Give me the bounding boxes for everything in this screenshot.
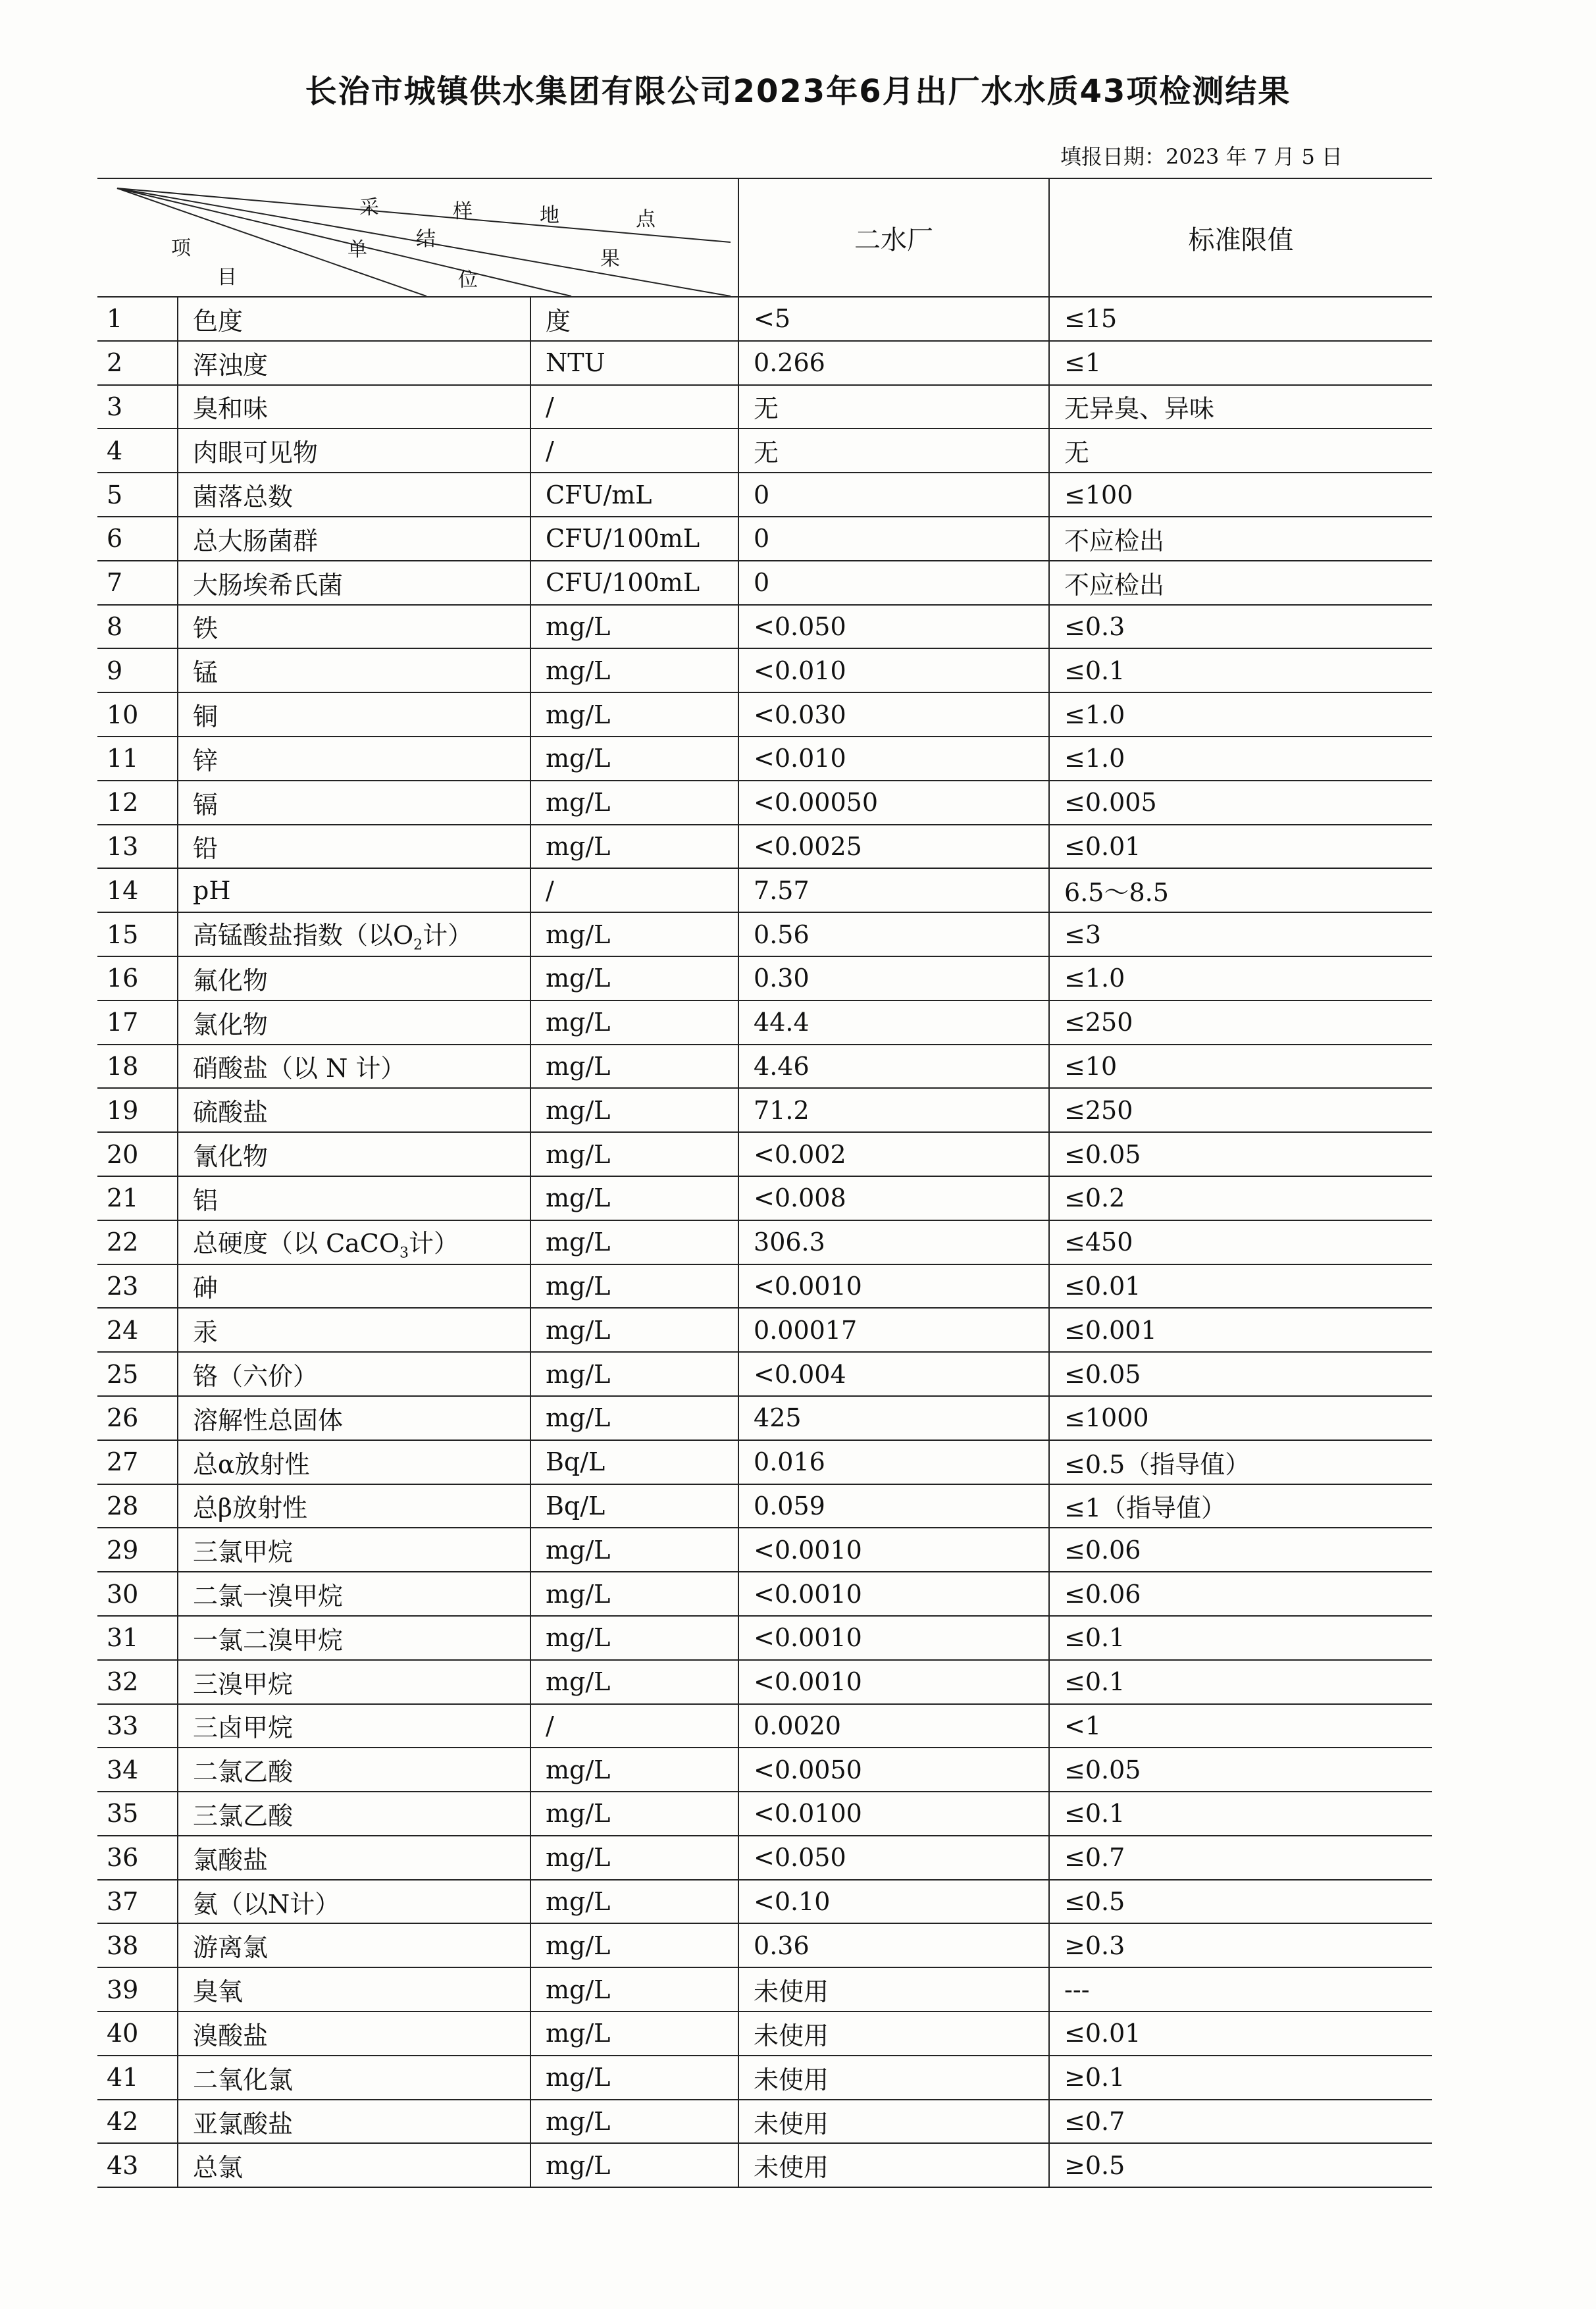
unit-cell: mg/L [530, 1748, 738, 1792]
item-name: 大肠埃希氏菌 [178, 561, 530, 605]
unit-cell: NTU [530, 341, 738, 385]
item-name: 氯化物 [178, 1000, 530, 1045]
standard-limit: ≥0.1 [1049, 2056, 1432, 2100]
item-name-text: 总硬度（以 CaCO [193, 1228, 400, 1258]
item-name: 铝 [178, 1176, 530, 1220]
standard-limit: ≤10 [1049, 1045, 1432, 1089]
result-value: 4.46 [738, 1045, 1049, 1089]
result-value: 44.4 [738, 1000, 1049, 1045]
result-value: 0.00017 [738, 1308, 1049, 1352]
unit-cell: mg/L [530, 737, 738, 781]
table-row [97, 737, 1432, 781]
result-value: <0.050 [738, 1836, 1049, 1880]
standard-limit: ≤1（指导值） [1049, 1484, 1432, 1528]
result-value: <5 [738, 297, 1049, 341]
unit-cell: mg/L [530, 2143, 738, 2187]
item-name: 三氯甲烷 [178, 1528, 530, 1572]
unit-cell: 度 [530, 297, 738, 341]
report-date: 填报日期：2023 年 7 月 5 日 [1060, 144, 1343, 169]
table-row [97, 341, 1432, 385]
standard-limit: ≤0.1 [1049, 1792, 1432, 1836]
label-dan: 单 [348, 238, 367, 261]
row-number: 10 [97, 692, 178, 737]
unit-cell: mg/L [530, 1836, 738, 1880]
row-number: 4 [97, 428, 178, 473]
label-guo: 果 [600, 247, 620, 271]
label-xiang: 项 [171, 237, 191, 260]
standard-limit: ≤0.06 [1049, 1572, 1432, 1616]
standard-limit: ≤0.01 [1049, 2011, 1432, 2056]
row-number: 8 [97, 605, 178, 649]
table-row [97, 692, 1432, 737]
table-row [97, 605, 1432, 649]
standard-limit: 不应检出 [1049, 561, 1432, 605]
result-value: 未使用 [738, 2056, 1049, 2100]
row-number: 37 [97, 1880, 178, 1924]
unit-cell: Bq/L [530, 1484, 738, 1528]
table-row [97, 1264, 1432, 1309]
item-name: 一氯二溴甲烷 [178, 1616, 530, 1660]
standard-limit: ≤0.7 [1049, 1836, 1432, 1880]
item-name: 汞 [178, 1308, 530, 1352]
unit-cell: / [530, 385, 738, 429]
standard-limit: ≤450 [1049, 1220, 1432, 1264]
table-row [97, 781, 1432, 825]
unit-cell: mg/L [530, 1264, 738, 1309]
row-number: 30 [97, 1572, 178, 1616]
standard-limit: ≤1.0 [1049, 692, 1432, 737]
table-row [97, 956, 1432, 1000]
result-value: 0.30 [738, 956, 1049, 1000]
row-number: 32 [97, 1660, 178, 1704]
row-number: 9 [97, 648, 178, 692]
table-row [97, 1484, 1432, 1528]
row-number: 28 [97, 1484, 178, 1528]
unit-cell: CFU/100mL [530, 561, 738, 605]
row-number: 43 [97, 2143, 178, 2187]
page-title: 长治市城镇供水集团有限公司2023年6月出厂水水质43项检测结果 [305, 73, 1291, 110]
item-name: 浑浊度 [178, 341, 530, 385]
item-name: 锌 [178, 737, 530, 781]
standard-limit: ≤0.1 [1049, 1616, 1432, 1660]
item-name: 总β放射性 [178, 1484, 530, 1528]
item-subscript: 3 [399, 1245, 409, 1262]
standard-limit: ≤100 [1049, 473, 1432, 517]
standard-limit: ≤1.0 [1049, 737, 1432, 781]
item-name: 游离氯 [178, 1923, 530, 1967]
item-name: 臭氧 [178, 1967, 530, 2011]
item-name-suffix: 计） [423, 921, 473, 950]
table-row [97, 1923, 1432, 1967]
result-value: <0.0010 [738, 1264, 1049, 1309]
unit-cell: mg/L [530, 1088, 738, 1132]
table-row [97, 912, 1432, 956]
table-row [97, 1045, 1432, 1089]
result-value: <0.004 [738, 1352, 1049, 1396]
table-row [97, 868, 1432, 912]
unit-cell: / [530, 868, 738, 912]
item-name [178, 912, 530, 956]
result-value: 0.0020 [738, 1704, 1049, 1748]
row-number: 2 [97, 341, 178, 385]
result-value: <0.0025 [738, 825, 1049, 869]
table-row [97, 1660, 1432, 1704]
standard-limit: ≤0.005 [1049, 781, 1432, 825]
item-name: 溶解性总固体 [178, 1396, 530, 1440]
diagonal-header-cell [97, 178, 738, 297]
row-number: 29 [97, 1528, 178, 1572]
standard-limit: 无异臭、异味 [1049, 385, 1432, 429]
item-name: 三卤甲烷 [178, 1704, 530, 1748]
result-value: 306.3 [738, 1220, 1049, 1264]
unit-cell: / [530, 428, 738, 473]
item-name: 二氧化氯 [178, 2056, 530, 2100]
result-value: <0.050 [738, 605, 1049, 649]
result-value: <0.010 [738, 737, 1049, 781]
item-name: 氯酸盐 [178, 1836, 530, 1880]
item-name: 色度 [178, 297, 530, 341]
row-number: 12 [97, 781, 178, 825]
result-value: 无 [738, 428, 1049, 473]
label-yang: 样 [453, 200, 473, 223]
table-row [97, 2056, 1432, 2100]
results-table [97, 178, 1432, 2188]
table-row [97, 648, 1432, 692]
standard-limit: ≤0.5（指导值） [1049, 1440, 1432, 1484]
result-value: <0.0010 [738, 1572, 1049, 1616]
unit-cell: mg/L [530, 1352, 738, 1396]
unit-cell: mg/L [530, 2011, 738, 2056]
standard-limit: ≤1.0 [1049, 956, 1432, 1000]
row-number: 34 [97, 1748, 178, 1792]
limit-column-header: 标准限值 [1049, 178, 1432, 297]
row-number: 25 [97, 1352, 178, 1396]
item-name: 溴酸盐 [178, 2011, 530, 2056]
item-name: 氰化物 [178, 1132, 530, 1176]
result-value: 未使用 [738, 1967, 1049, 2011]
table-row [97, 1572, 1432, 1616]
unit-cell: mg/L [530, 1660, 738, 1704]
result-value: <0.0010 [738, 1660, 1049, 1704]
standard-limit: ≤0.1 [1049, 1660, 1432, 1704]
unit-cell: mg/L [530, 825, 738, 869]
unit-cell: mg/L [530, 1572, 738, 1616]
table-row [97, 297, 1432, 341]
result-value: 0.266 [738, 341, 1049, 385]
item-name: 铬（六价） [178, 1352, 530, 1396]
standard-limit: 无 [1049, 428, 1432, 473]
table-row [97, 1967, 1432, 2011]
unit-cell: mg/L [530, 1880, 738, 1924]
item-name: 亚氯酸盐 [178, 2100, 530, 2144]
unit-cell: mg/L [530, 1176, 738, 1220]
unit-cell: mg/L [530, 956, 738, 1000]
item-name: 菌落总数 [178, 473, 530, 517]
item-name: 二氯一溴甲烷 [178, 1572, 530, 1616]
table-row [97, 1836, 1432, 1880]
standard-limit: ≤0.2 [1049, 1176, 1432, 1220]
result-value: 0.56 [738, 912, 1049, 956]
unit-cell: mg/L [530, 1792, 738, 1836]
item-name: 锰 [178, 648, 530, 692]
table-row [97, 2100, 1432, 2144]
row-number: 5 [97, 473, 178, 517]
unit-cell: mg/L [530, 781, 738, 825]
result-value: 425 [738, 1396, 1049, 1440]
standard-limit: ≥0.5 [1049, 2143, 1432, 2187]
result-value: 未使用 [738, 2143, 1049, 2187]
standard-limit: ≤3 [1049, 912, 1432, 956]
result-value: 0.059 [738, 1484, 1049, 1528]
table-row [97, 1528, 1432, 1572]
item-name: 二氯乙酸 [178, 1748, 530, 1792]
standard-limit: ≤0.05 [1049, 1748, 1432, 1792]
table-row [97, 561, 1432, 605]
table-header [97, 178, 1432, 297]
label-jie: 结 [416, 228, 436, 251]
result-value: 0 [738, 561, 1049, 605]
item-name-text: 高锰酸盐指数（以O [193, 921, 414, 950]
item-name: 砷 [178, 1264, 530, 1309]
unit-cell: mg/L [530, 1967, 738, 2011]
item-name-suffix: 计） [409, 1228, 459, 1258]
item-name: 铜 [178, 692, 530, 737]
result-value: 0 [738, 517, 1049, 561]
result-value: <0.030 [738, 692, 1049, 737]
unit-cell: mg/L [530, 1308, 738, 1352]
standard-limit: ≤0.01 [1049, 825, 1432, 869]
row-number: 6 [97, 517, 178, 561]
plant-column-header: 二水厂 [738, 178, 1049, 297]
row-number: 7 [97, 561, 178, 605]
table-row [97, 1704, 1432, 1748]
table-row [97, 1132, 1432, 1176]
result-value: <0.10 [738, 1880, 1049, 1924]
result-value: <0.0100 [738, 1792, 1049, 1836]
table-row [97, 2143, 1432, 2187]
result-value: <0.0010 [738, 1616, 1049, 1660]
row-number: 33 [97, 1704, 178, 1748]
table-row [97, 473, 1432, 517]
result-value: 0.36 [738, 1923, 1049, 1967]
row-number: 36 [97, 1836, 178, 1880]
label-di: 地 [540, 204, 559, 227]
standard-limit: ≤1000 [1049, 1396, 1432, 1440]
result-value: <0.002 [738, 1132, 1049, 1176]
item-name: 臭和味 [178, 385, 530, 429]
standard-limit: 6.5～8.5 [1049, 868, 1432, 912]
standard-limit: ≤0.1 [1049, 648, 1432, 692]
table-row [97, 2011, 1432, 2056]
unit-cell: / [530, 1704, 738, 1748]
result-value: 0 [738, 473, 1049, 517]
unit-cell: mg/L [530, 692, 738, 737]
item-name: 硫酸盐 [178, 1088, 530, 1132]
label-wei: 位 [458, 269, 478, 292]
standard-limit: ≤1 [1049, 341, 1432, 385]
item-name [178, 1220, 530, 1264]
table-row [97, 1616, 1432, 1660]
label-cai: 采 [359, 196, 379, 219]
table-row [97, 1176, 1432, 1220]
standard-limit: ≤0.05 [1049, 1352, 1432, 1396]
row-number: 18 [97, 1045, 178, 1089]
standard-limit: ≤0.06 [1049, 1528, 1432, 1572]
result-value: <0.00050 [738, 781, 1049, 825]
item-subscript: 2 [413, 937, 423, 954]
result-value: 7.57 [738, 868, 1049, 912]
result-value: 无 [738, 385, 1049, 429]
unit-cell: mg/L [530, 1923, 738, 1967]
item-name: 铁 [178, 605, 530, 649]
row-number: 3 [97, 385, 178, 429]
table-row [97, 385, 1432, 429]
item-name: 铅 [178, 825, 530, 869]
item-name: 三氯乙酸 [178, 1792, 530, 1836]
unit-cell: mg/L [530, 1220, 738, 1264]
result-value: <0.008 [738, 1176, 1049, 1220]
table-row [97, 517, 1432, 561]
row-number: 22 [97, 1220, 178, 1264]
table-row [97, 825, 1432, 869]
row-number: 20 [97, 1132, 178, 1176]
row-number: 23 [97, 1264, 178, 1309]
table-row [97, 1352, 1432, 1396]
row-number: 26 [97, 1396, 178, 1440]
table-row [97, 1880, 1432, 1924]
item-name: 氟化物 [178, 956, 530, 1000]
item-name: 总氯 [178, 2143, 530, 2187]
row-number: 15 [97, 912, 178, 956]
row-number: 13 [97, 825, 178, 869]
unit-cell: mg/L [530, 1000, 738, 1045]
row-number: 19 [97, 1088, 178, 1132]
row-number: 27 [97, 1440, 178, 1484]
standard-limit: ≤0.05 [1049, 1132, 1432, 1176]
unit-cell: mg/L [530, 912, 738, 956]
standard-limit: ≤250 [1049, 1000, 1432, 1045]
row-number: 38 [97, 1923, 178, 1967]
unit-cell: mg/L [530, 1132, 738, 1176]
standard-limit: 不应检出 [1049, 517, 1432, 561]
result-value: <0.0050 [738, 1748, 1049, 1792]
table-row [97, 1000, 1432, 1045]
table-row [97, 1220, 1432, 1264]
row-number: 35 [97, 1792, 178, 1836]
unit-cell: mg/L [530, 605, 738, 649]
unit-cell: mg/L [530, 2056, 738, 2100]
standard-limit: ≤0.5 [1049, 1880, 1432, 1924]
unit-cell: mg/L [530, 648, 738, 692]
row-number: 39 [97, 1967, 178, 2011]
result-value: <0.010 [738, 648, 1049, 692]
table-row [97, 1088, 1432, 1132]
standard-limit: ≤0.7 [1049, 2100, 1432, 2144]
row-number: 17 [97, 1000, 178, 1045]
result-value: 0.016 [738, 1440, 1049, 1484]
result-value: 未使用 [738, 2011, 1049, 2056]
item-name: pH [178, 868, 530, 912]
unit-cell: mg/L [530, 1045, 738, 1089]
result-value: 未使用 [738, 2100, 1049, 2144]
standard-limit: --- [1049, 1967, 1432, 2011]
item-name: 总大肠菌群 [178, 517, 530, 561]
table-row [97, 1440, 1432, 1484]
table-row [97, 428, 1432, 473]
row-number: 16 [97, 956, 178, 1000]
row-number: 24 [97, 1308, 178, 1352]
row-number: 42 [97, 2100, 178, 2144]
row-number: 21 [97, 1176, 178, 1220]
standard-limit: <1 [1049, 1704, 1432, 1748]
row-number: 11 [97, 737, 178, 781]
item-name: 氨（以N计） [178, 1880, 530, 1924]
table-body [97, 297, 1432, 2187]
item-name: 肉眼可见物 [178, 428, 530, 473]
unit-cell: CFU/100mL [530, 517, 738, 561]
row-number: 41 [97, 2056, 178, 2100]
result-value: <0.0010 [738, 1528, 1049, 1572]
table-row [97, 1748, 1432, 1792]
table-row [97, 1396, 1432, 1440]
result-value: 71.2 [738, 1088, 1049, 1132]
label-mu: 目 [217, 266, 237, 289]
item-name: 硝酸盐（以 N 计） [178, 1045, 530, 1089]
standard-limit: ≤0.01 [1049, 1264, 1432, 1309]
label-dian: 点 [636, 208, 656, 231]
unit-cell: mg/L [530, 1528, 738, 1572]
row-number: 14 [97, 868, 178, 912]
unit-cell: mg/L [530, 2100, 738, 2144]
standard-limit: ≤15 [1049, 297, 1432, 341]
unit-cell: mg/L [530, 1616, 738, 1660]
standard-limit: ≤0.001 [1049, 1308, 1432, 1352]
row-number: 40 [97, 2011, 178, 2056]
item-name: 总α放射性 [178, 1440, 530, 1484]
row-number: 31 [97, 1616, 178, 1660]
table-row [97, 1792, 1432, 1836]
table-row [97, 1308, 1432, 1352]
standard-limit: ≤0.3 [1049, 605, 1432, 649]
item-name: 三溴甲烷 [178, 1660, 530, 1704]
standard-limit: ≤250 [1049, 1088, 1432, 1132]
unit-cell: Bq/L [530, 1440, 738, 1484]
unit-cell: mg/L [530, 1396, 738, 1440]
item-name: 镉 [178, 781, 530, 825]
row-number: 1 [97, 297, 178, 341]
unit-cell: CFU/mL [530, 473, 738, 517]
standard-limit: ≥0.3 [1049, 1923, 1432, 1967]
